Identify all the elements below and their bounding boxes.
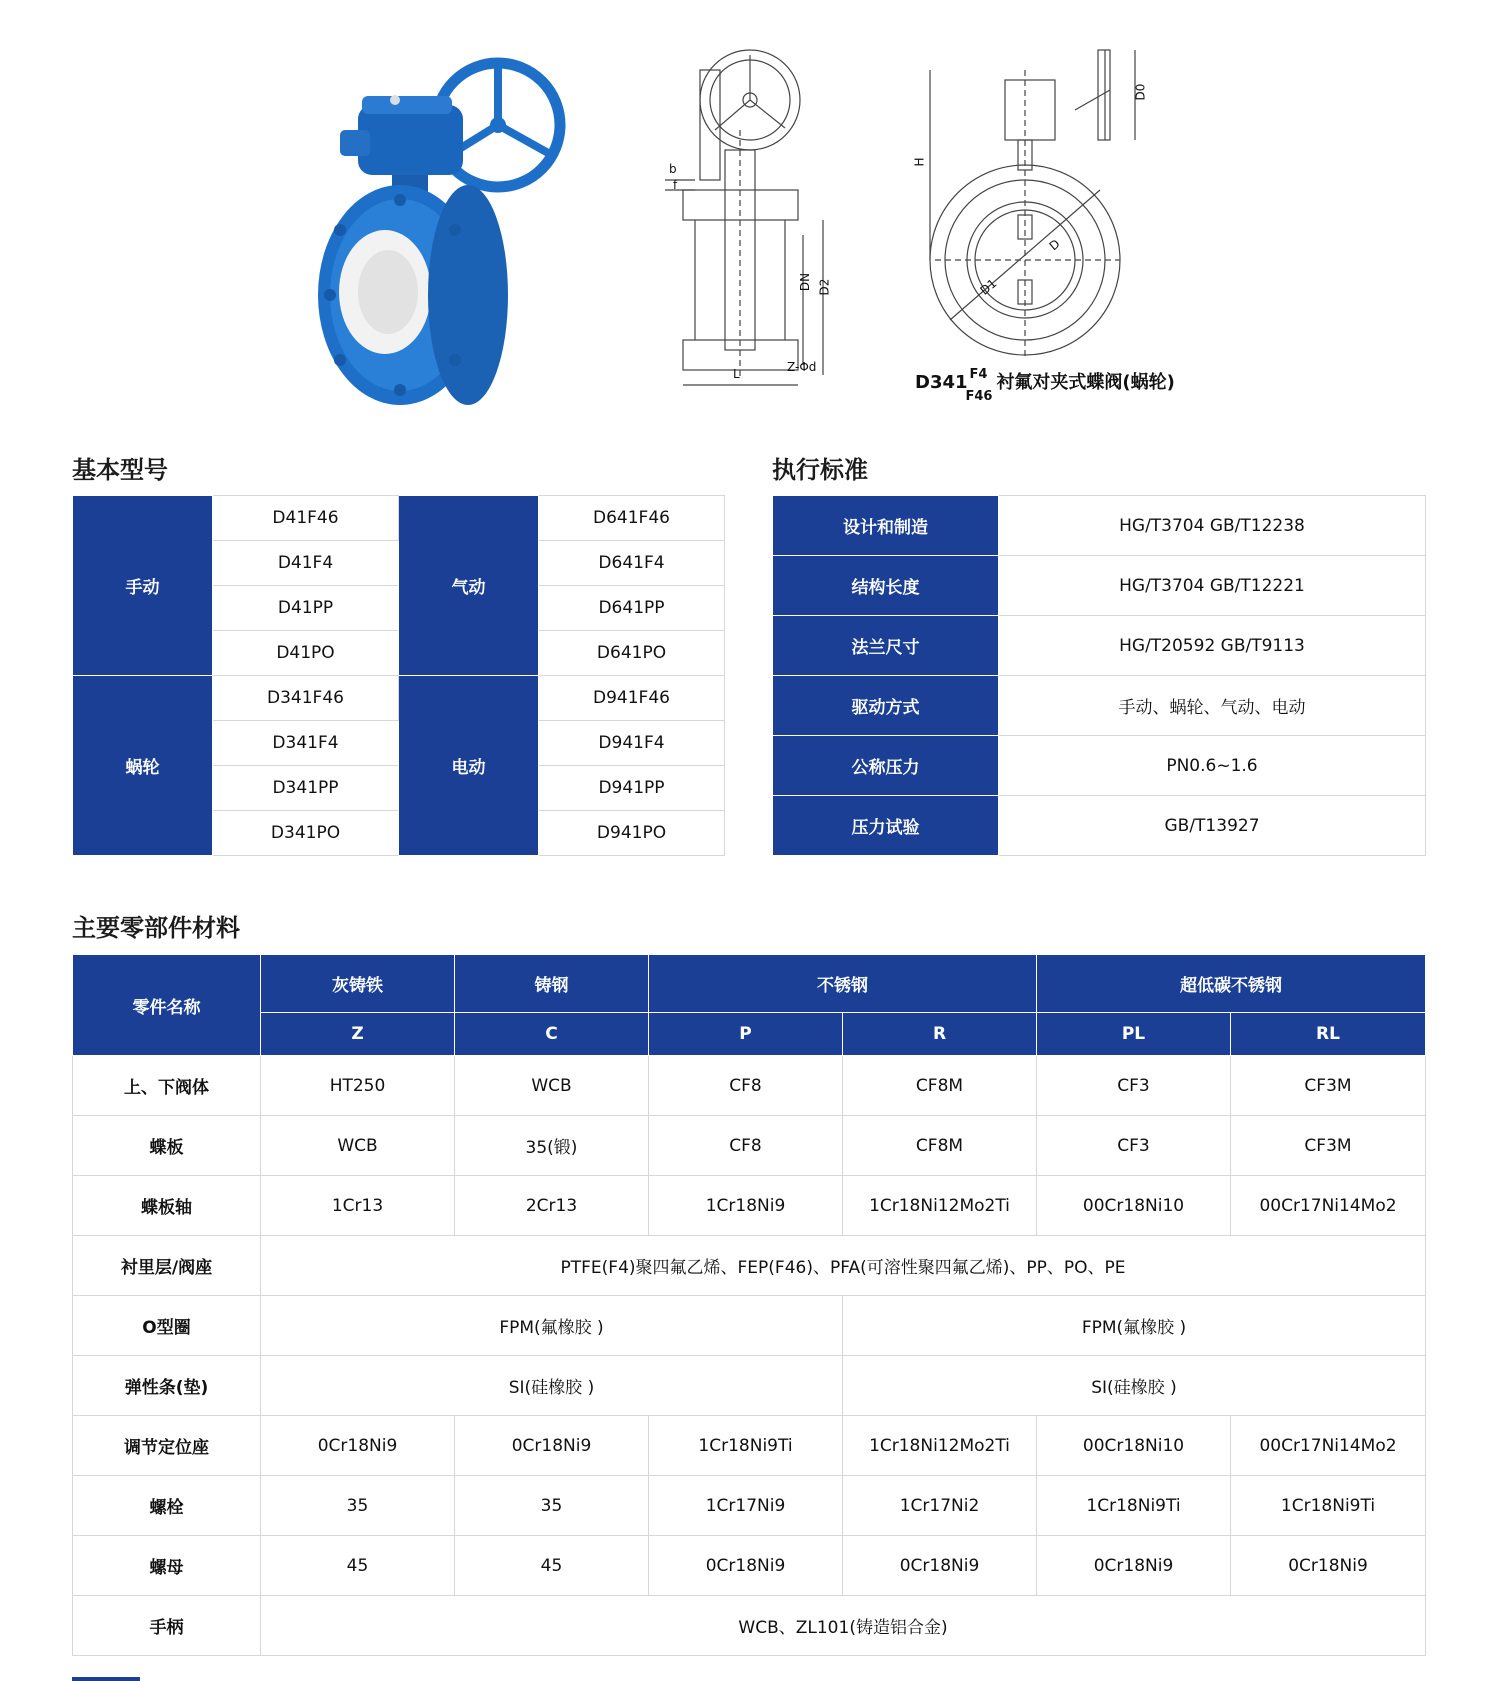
material-cell: 1Cr18Ni12Mo2Ti xyxy=(843,1416,1037,1476)
material-group-header: 铸钢 xyxy=(455,955,649,1013)
caption-sup: F4 xyxy=(969,367,988,382)
standards-table xyxy=(772,495,1426,856)
material-cell: 0Cr18Ni9 xyxy=(455,1416,649,1476)
standard-label: 压力试验 xyxy=(773,796,999,856)
part-name: 弹性条(垫) xyxy=(73,1356,261,1416)
material-cell-half: SI(硅橡胶 ) xyxy=(261,1356,843,1416)
material-cell: 0Cr18Ni9 xyxy=(1231,1536,1426,1596)
material-cell: 0Cr18Ni9 xyxy=(261,1416,455,1476)
valve-photo-image xyxy=(300,30,600,410)
model-cell: D341F46 xyxy=(213,676,399,721)
material-group-header: 灰铸铁 xyxy=(261,955,455,1013)
material-code-header: R xyxy=(843,1013,1037,1056)
material-code-header: P xyxy=(649,1013,843,1056)
material-cell: 1Cr17Ni2 xyxy=(843,1476,1037,1536)
table-row xyxy=(73,1536,1426,1596)
label-h: H xyxy=(912,157,927,167)
model-cell: D641PP xyxy=(539,586,725,631)
material-cell: CF3 xyxy=(1037,1116,1231,1176)
material-cell: 00Cr18Ni10 xyxy=(1037,1416,1231,1476)
table-row xyxy=(73,1476,1426,1536)
model-cell: D41F46 xyxy=(213,496,399,541)
material-code-header: RL xyxy=(1231,1013,1426,1056)
material-cell: 1Cr18Ni12Mo2Ti xyxy=(843,1176,1037,1236)
label-d: D xyxy=(1046,236,1063,254)
label-z: Z-Φd xyxy=(787,360,817,374)
standard-value: PN0.6~1.6 xyxy=(999,736,1426,796)
part-name: 衬里层/阀座 xyxy=(73,1236,261,1296)
model-cell: D641PO xyxy=(539,631,725,676)
standard-value: GB/T13927 xyxy=(999,796,1426,856)
material-cell: CF8 xyxy=(649,1116,843,1176)
material-cell: 45 xyxy=(261,1536,455,1596)
model-cell: D341F4 xyxy=(213,721,399,766)
material-cell: 0Cr18Ni9 xyxy=(1037,1536,1231,1596)
material-cell: CF3M xyxy=(1231,1056,1426,1116)
material-cell: 1Cr13 xyxy=(261,1176,455,1236)
model-cell: D341PP xyxy=(213,766,399,811)
material-cell-half: SI(硅橡胶 ) xyxy=(843,1356,1426,1416)
drive-label: 蜗轮 xyxy=(73,676,213,856)
part-name-header: 零件名称 xyxy=(73,955,261,1056)
material-cell-span: PTFE(F4)聚四氟乙烯、FEP(F46)、PFA(可溶性聚四氟乙烯)、PP、PO、PE xyxy=(261,1236,1426,1296)
material-cell: WCB xyxy=(455,1056,649,1116)
standard-label: 公称压力 xyxy=(773,736,999,796)
drawing-caption xyxy=(915,367,1175,404)
table-row xyxy=(73,1416,1426,1476)
material-cell: 0Cr18Ni9 xyxy=(649,1536,843,1596)
model-cell: D341PO xyxy=(213,811,399,856)
material-cell: HT250 xyxy=(261,1056,455,1116)
material-cell: 0Cr18Ni9 xyxy=(843,1536,1037,1596)
section-title-standards: 执行标准 xyxy=(772,456,868,484)
material-cell: 2Cr13 xyxy=(455,1176,649,1236)
material-code-header: Z xyxy=(261,1013,455,1056)
material-cell: 1Cr18Ni9 xyxy=(649,1176,843,1236)
table-row xyxy=(73,1236,1426,1296)
materials-table xyxy=(72,954,1426,1656)
model-cell: D641F4 xyxy=(539,541,725,586)
standard-value: HG/T3704 GB/T12238 xyxy=(999,496,1426,556)
model-cell: D41PO xyxy=(213,631,399,676)
label-d2: D2 xyxy=(817,278,832,296)
standard-value: 手动、蜗轮、气动、电动 xyxy=(999,676,1426,736)
label-d1: D1 xyxy=(977,276,1000,298)
material-cell: 00Cr17Ni14Mo2 xyxy=(1231,1176,1426,1236)
material-cell: 1Cr17Ni9 xyxy=(649,1476,843,1536)
model-cell: D941F4 xyxy=(539,721,725,766)
basic-models-table xyxy=(72,495,725,856)
part-name: O型圈 xyxy=(73,1296,261,1356)
material-cell-half: FPM(氟橡胶 ) xyxy=(843,1296,1426,1356)
material-cell: 1Cr18Ni9Ti xyxy=(649,1416,843,1476)
model-cell: D41PP xyxy=(213,586,399,631)
material-cell: 35 xyxy=(261,1476,455,1536)
material-cell: CF3M xyxy=(1231,1116,1426,1176)
drive-label: 气动 xyxy=(399,496,539,676)
material-cell-half: FPM(氟橡胶 ) xyxy=(261,1296,843,1356)
label-f: f xyxy=(673,178,678,192)
material-code-header: PL xyxy=(1037,1013,1231,1056)
part-name: 蝶板 xyxy=(73,1116,261,1176)
material-cell: CF8M xyxy=(843,1056,1037,1116)
part-name: 螺栓 xyxy=(73,1476,261,1536)
material-group-header: 不锈钢 xyxy=(649,955,1037,1013)
section-title-basic: 基本型号 xyxy=(72,456,168,484)
caption-sub: F46 xyxy=(965,389,993,404)
table-row xyxy=(73,1596,1426,1656)
standard-label: 法兰尺寸 xyxy=(773,616,999,676)
table-row xyxy=(73,1356,1426,1416)
standard-label: 驱动方式 xyxy=(773,676,999,736)
standard-label: 结构长度 xyxy=(773,556,999,616)
caption-title: 衬氟对夹式蝶阀(蜗轮) xyxy=(996,372,1175,393)
label-b: b xyxy=(669,162,677,176)
section-title-materials: 主要零部件材料 xyxy=(72,914,240,942)
part-name: 蝶板轴 xyxy=(73,1176,261,1236)
model-cell: D941PO xyxy=(539,811,725,856)
material-code-header: C xyxy=(455,1013,649,1056)
drive-label: 电动 xyxy=(399,676,539,856)
material-cell: 35(锻) xyxy=(455,1116,649,1176)
footer-accent-bar xyxy=(72,1677,140,1681)
standard-value: HG/T20592 GB/T9113 xyxy=(999,616,1426,676)
table-row xyxy=(73,1176,1426,1236)
material-cell: 1Cr18Ni9Ti xyxy=(1231,1476,1426,1536)
part-name: 上、下阀体 xyxy=(73,1056,261,1116)
label-d0: D0 xyxy=(1133,83,1148,101)
material-cell-span: WCB、ZL101(铸造铝合金) xyxy=(261,1596,1426,1656)
model-cell: D41F4 xyxy=(213,541,399,586)
standard-label: 设计和制造 xyxy=(773,496,999,556)
material-group-header: 超低碳不锈钢 xyxy=(1037,955,1426,1013)
label-dn: DN xyxy=(798,272,813,292)
valve-front-drawing xyxy=(910,40,1170,370)
material-cell: 35 xyxy=(455,1476,649,1536)
model-cell: D941F46 xyxy=(539,676,725,721)
valve-side-drawing xyxy=(655,40,835,390)
model-cell: D641F46 xyxy=(539,496,725,541)
material-cell: 45 xyxy=(455,1536,649,1596)
label-l: L xyxy=(733,367,740,381)
material-cell: 00Cr17Ni14Mo2 xyxy=(1231,1416,1426,1476)
material-cell: CF8 xyxy=(649,1056,843,1116)
part-name: 手柄 xyxy=(73,1596,261,1656)
table-row xyxy=(73,1056,1426,1116)
part-name: 螺母 xyxy=(73,1536,261,1596)
model-cell: D941PP xyxy=(539,766,725,811)
material-cell: 1Cr18Ni9Ti xyxy=(1037,1476,1231,1536)
part-name: 调节定位座 xyxy=(73,1416,261,1476)
material-cell: 00Cr18Ni10 xyxy=(1037,1176,1231,1236)
standard-value: HG/T3704 GB/T12221 xyxy=(999,556,1426,616)
table-row xyxy=(73,1116,1426,1176)
material-cell: CF3 xyxy=(1037,1056,1231,1116)
drive-label: 手动 xyxy=(73,496,213,676)
material-cell: CF8M xyxy=(843,1116,1037,1176)
caption-prefix: D341 xyxy=(915,372,968,393)
material-cell: WCB xyxy=(261,1116,455,1176)
table-row xyxy=(73,1296,1426,1356)
